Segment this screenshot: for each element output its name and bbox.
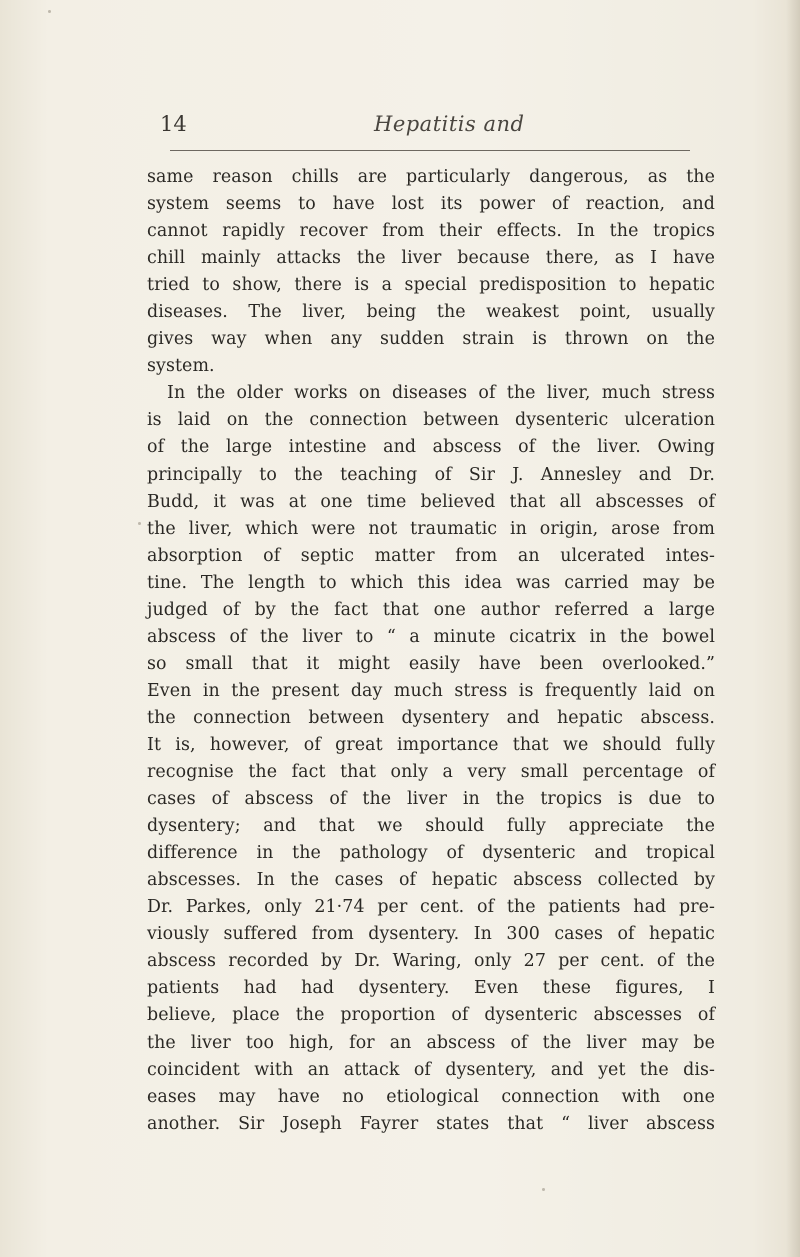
text-line: viously suffered from dysentery. In 300 cases of hepatic	[147, 924, 715, 945]
text-line: the liver, which were not traumatic in origin, arose from	[147, 518, 715, 539]
text-line: gives way when any sudden strain is thrown on the	[147, 329, 715, 350]
body-text	[147, 164, 715, 1138]
text-line: tine. The length to which this idea was carried may be	[147, 572, 715, 593]
text-line: of the large intestine and abscess of the liver. Owing	[147, 437, 715, 458]
text-line: Budd, it was at one time believed that all abscesses of	[147, 491, 715, 512]
text-line: recognise the fact that only a very small percentage of	[147, 762, 715, 783]
text-line: principally to the teaching of Sir J. Annesley and Dr.	[147, 464, 715, 485]
text-line: abscess of the liver to “ a minute cicatrix in the bowel	[147, 626, 715, 647]
text-line: another. Sir Joseph Fayrer states that “ liver abscess	[147, 1113, 715, 1134]
text-line: It is, however, of great importance that we should fully	[147, 734, 715, 755]
text-line: cannot rapidly recover from their effects. In the tropics	[147, 221, 715, 242]
text-line: dysentery; and that we should fully appreciate the	[147, 816, 715, 837]
page-number: 14	[160, 112, 187, 136]
text-line: abscess recorded by Dr. Waring, only 27 per cent. of the	[147, 951, 715, 972]
text-line: eases may have no etiological connection with one	[147, 1086, 715, 1107]
text-line: diseases. The liver, being the weakest point, usually	[147, 302, 715, 323]
text-line: the liver too high, for an abscess of the liver may be	[147, 1032, 715, 1053]
text-line: is laid on the connection between dysenteric ulceration	[147, 410, 715, 431]
running-head	[160, 112, 705, 142]
page-edge-shadow	[786, 0, 800, 1257]
text-line: believe, place the proportion of dysenteric abscesses of	[147, 1005, 715, 1026]
running-title: Hepatitis and	[374, 112, 525, 136]
paper-speck	[542, 1188, 545, 1191]
text-line: judged of by the fact that one author referred a large	[147, 599, 715, 620]
text-line: absorption of septic matter from an ulcerated intes-	[147, 545, 715, 566]
text-line: tried to show, there is a special predisposition to hepatic	[147, 275, 715, 296]
text-line: cases of abscess of the liver in the tropics is due to	[147, 789, 715, 810]
text-line: Even in the present day much stress is frequently laid on	[147, 680, 715, 701]
header-rule	[170, 150, 690, 151]
text-line: patients had had dysentery. Even these figures, I	[147, 978, 715, 999]
text-line: so small that it might easily have been overlooked.”	[147, 653, 715, 674]
text-line: coincident with an attack of dysentery, and yet the dis-	[147, 1059, 715, 1080]
paper-speck	[48, 10, 51, 13]
text-line: the connection between dysentery and hepatic abscess.	[147, 707, 715, 728]
text-line: abscesses. In the cases of hepatic abscess collected by	[147, 870, 715, 891]
paper-speck	[138, 522, 141, 525]
text-line: difference in the pathology of dysenteric and tropical	[147, 843, 715, 864]
text-line: system seems to have lost its power of reaction, and	[147, 194, 715, 215]
text-line: same reason chills are particularly dangerous, as the	[147, 167, 715, 187]
text-line: In the older works on diseases of the liver, much stress	[167, 383, 715, 404]
text-line: system.	[147, 356, 215, 377]
text-line: Dr. Parkes, only 21·74 per cent. of the patients had pre-	[147, 897, 715, 918]
text-line: chill mainly attacks the liver because there, as I have	[147, 248, 715, 269]
